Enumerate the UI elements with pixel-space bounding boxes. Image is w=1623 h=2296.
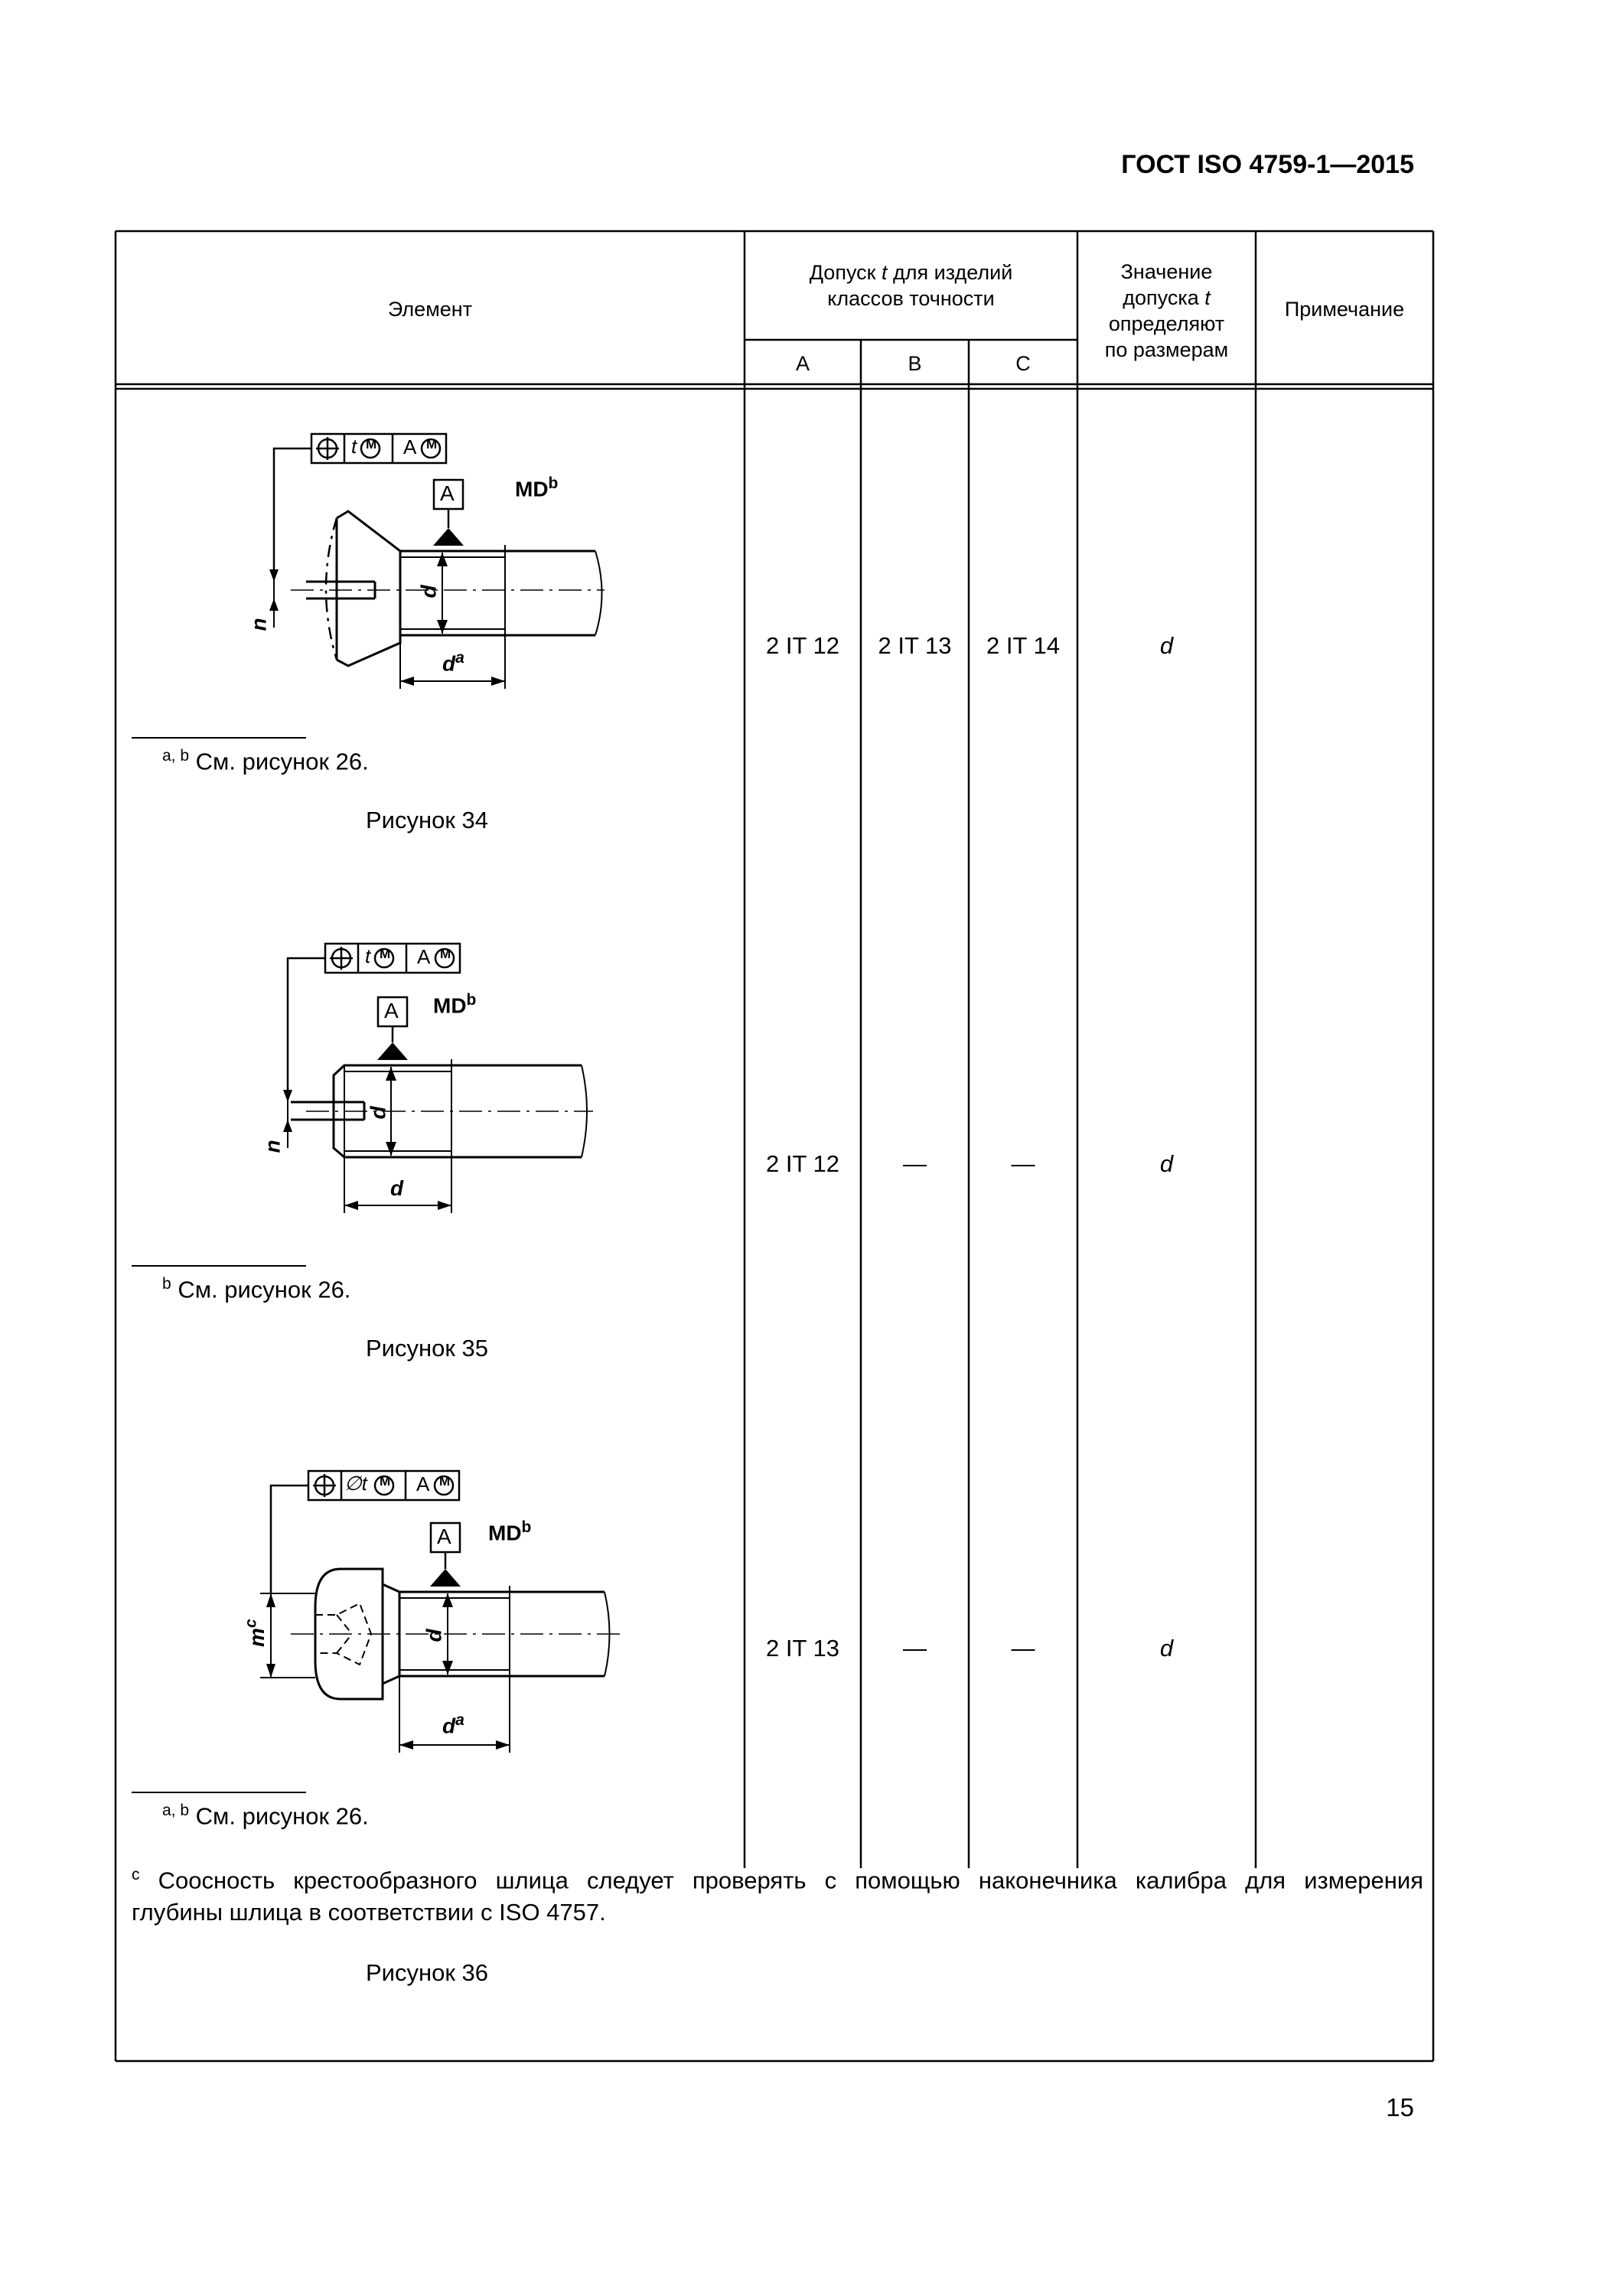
row2-class-a: 2 IT 12 <box>766 1150 839 1177</box>
fig34-md: $MD^b$ <box>515 475 559 501</box>
fig35-d-label: d <box>366 1106 390 1120</box>
fig34-datum: A <box>440 481 455 505</box>
fig34-fcf-m2: M <box>426 437 438 452</box>
fig36-fcf-m1: M <box>380 1474 391 1489</box>
row3-class-a: 2 IT 13 <box>766 1635 839 1662</box>
row1-class-c: 2 IT 14 <box>986 632 1060 659</box>
row3-class-c: — <box>1011 1635 1035 1662</box>
fig35-footnote: $^b$ См. рисунок 26. <box>162 1275 351 1303</box>
header-class-c: C <box>1015 352 1031 375</box>
fig35-datum: A <box>384 999 399 1022</box>
fig35-caption: Рисунок 35 <box>366 1335 489 1362</box>
fig34-fcf-ref: A <box>403 435 417 458</box>
fig36-fcf-m2: M <box>439 1474 451 1489</box>
header-note: Примечание <box>1284 298 1405 321</box>
fig35-n-label: n <box>260 1140 285 1153</box>
fig34-caption: Рисунок 34 <box>366 807 489 833</box>
document-header: ГОСТ ISO 4759-1—2015 <box>1121 150 1414 179</box>
fig36-note-c: $^c$ Соосность крестообразного шлица следует проверять с помощью наконечника калибра для измерения <box>132 1866 1423 1894</box>
row2-class-c: — <box>1011 1150 1035 1177</box>
row2-class-b: — <box>903 1150 927 1177</box>
row3-value: d <box>1159 1635 1174 1662</box>
fig34-fcf-t: t <box>351 435 357 458</box>
fig36-m-label: $m^c$ <box>242 1619 269 1647</box>
fig36-datum: A <box>437 1525 451 1548</box>
page-number: 15 <box>1386 2093 1414 2122</box>
fig35-fcf-m2: M <box>440 947 451 961</box>
fig36-md: $MD^b$ <box>488 1518 532 1545</box>
fig34-n-label: n <box>246 618 271 631</box>
fig35-fcf-m1: M <box>380 947 391 961</box>
row3-class-b: — <box>903 1635 927 1662</box>
fig36-d-label: d <box>422 1629 446 1642</box>
fig35-fcf-ref: A <box>417 945 431 968</box>
fig36-fcf-dia: ∅t <box>344 1472 367 1495</box>
header-class-b: B <box>908 352 922 375</box>
fig36-note-c-line2: глубины шлица в соответствии с ISO 4757. <box>132 1899 606 1926</box>
fig34-da-label: $d^a$ <box>442 649 464 676</box>
fig35-fcf-t: t <box>365 944 371 967</box>
fig35-d-bottom-label: d <box>390 1176 404 1200</box>
row1-class-b: 2 IT 13 <box>878 632 952 659</box>
fig34-footnote: $^{a, b}$ См. рисунок 26. <box>162 747 369 775</box>
fig35-md: $MD^b$ <box>433 991 477 1018</box>
fig36-caption: Рисунок 36 <box>366 1959 489 1986</box>
fig36-footnote: $^{a, b}$ См. рисунок 26. <box>162 1802 369 1830</box>
row2-value: d <box>1159 1150 1174 1177</box>
header-tolerance: Допуск t для изделий классов точности <box>809 261 1013 310</box>
header-class-a: A <box>795 352 810 375</box>
header-value: Значение допуска t определяют по размерам <box>1104 260 1229 361</box>
row1-value: d <box>1159 632 1174 659</box>
fig36-fcf-ref: A <box>416 1473 430 1495</box>
fig36-da-label: $d^a$ <box>442 1711 464 1738</box>
footnote-separator <box>132 1792 306 1793</box>
fig34-d-label: d <box>416 585 441 598</box>
fig34-fcf-m1: M <box>366 437 377 452</box>
header-element: Элемент <box>387 298 473 321</box>
row1-class-a: 2 IT 12 <box>766 632 839 659</box>
